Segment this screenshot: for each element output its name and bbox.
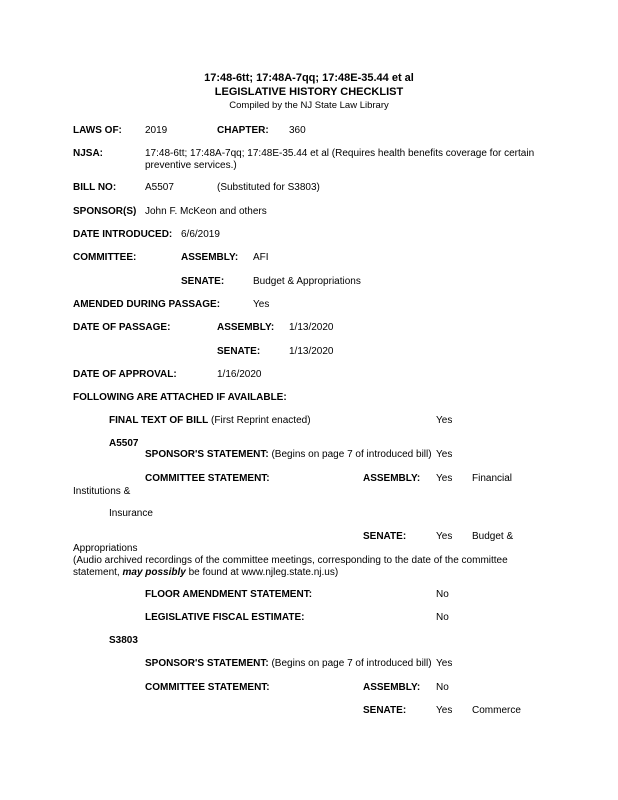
committee-assembly-value: AFI [253,252,269,263]
passage-assembly-label: ASSEMBLY: [217,322,275,333]
s3803-sponsor-statement-label: SPONSOR'S STATEMENT: [145,658,269,669]
floor-amendment-value: No [436,589,449,600]
committee-senate-value: Budget & Appropriations [253,276,361,287]
page-subtitle: LEGISLATIVE HISTORY CHECKLIST [214,86,404,98]
sponsor-value: John F. McKeon and others [145,206,267,217]
a5507-sponsor-statement-value: Yes [436,449,453,460]
date-introduced-label: DATE INTRODUCED: [73,229,173,240]
committee-senate-label: SENATE: [181,276,225,287]
bill-no-label: BILL NO: [73,182,117,193]
a5507-committee-statement-label: COMMITTEE STATEMENT: [145,473,270,484]
a5507-senate-committee-part2: Appropriations [73,543,138,554]
s3803-senate-label: SENATE: [363,705,407,716]
a5507-senate-value: Yes [436,531,453,542]
date-of-passage-label: DATE OF PASSAGE: [73,322,171,333]
a5507-senate-committee-part1: Budget & [472,531,514,542]
bill-no-note: (Substituted for S3803) [217,182,320,193]
fiscal-estimate-value: No [436,612,449,623]
following-heading: FOLLOWING ARE ATTACHED IF AVAILABLE: [73,392,287,403]
amended-label: AMENDED DURING PASSAGE: [73,299,221,310]
page-title: 17:48-6tt; 17:48A-7qq; 17:48E-35.44 et al [204,72,414,84]
final-text-label: FINAL TEXT OF BILL [109,415,209,426]
final-text-note: (First Reprint enacted) [211,415,311,426]
date-of-approval-value: 1/16/2020 [217,369,262,380]
fiscal-estimate-label: LEGISLATIVE FISCAL ESTIMATE: [145,612,305,623]
sponsor-label: SPONSOR(S) [73,206,137,217]
committee-label: COMMITTEE: [73,252,137,263]
s3803-assembly-value: No [436,682,449,693]
a5507-assembly-label: ASSEMBLY: [363,473,421,484]
amended-value: Yes [253,299,270,310]
chapter-label: CHAPTER: [217,125,269,136]
s3803-sponsor-statement-row [145,658,432,670]
passage-senate-label: SENATE: [217,346,261,357]
final-text-value: Yes [436,415,453,426]
laws-of-value: 2019 [145,125,168,136]
s3803-senate-value: Yes [436,705,453,716]
njsa-label: NJSA: [73,148,104,159]
s3803-committee-statement-label: COMMITTEE STATEMENT: [145,682,270,693]
a5507-sponsor-statement-note: (Begins on page 7 of introduced bill) [271,449,432,460]
final-text-row [109,415,311,427]
s3803-assembly-label: ASSEMBLY: [363,682,421,693]
date-introduced-value: 6/6/2019 [181,229,220,240]
date-of-approval-label: DATE OF APPROVAL: [73,369,177,380]
bill-no-value: A5507 [145,182,174,193]
a5507-sponsor-statement-label: SPONSOR'S STATEMENT: [145,449,269,460]
s3803-sponsor-statement-note: (Begins on page 7 of introduced bill) [271,658,432,669]
a5507-assembly-committee-part3: Insurance [109,508,153,519]
laws-of-label: LAWS OF: [73,125,122,136]
a5507-assembly-value: Yes [436,473,453,484]
audio-note [73,555,523,579]
a5507-senate-label: SENATE: [363,531,407,542]
audio-note-pre: (Audio archived recordings of the committee meetings, corresponding to the date of the committee statement, [73,555,508,578]
passage-assembly-value: 1/13/2020 [289,322,334,333]
s3803-heading: S3803 [109,635,138,646]
s3803-senate-committee: Commerce [472,705,521,716]
floor-amendment-label: FLOOR AMENDMENT STATEMENT: [145,589,313,600]
a5507-assembly-committee-part1: Financial [472,473,513,484]
a5507-heading: A5507 [109,438,139,449]
njsa-value: 17:48-6tt; 17:48A-7qq; 17:48E-35.44 et al (Requires health benefits coverage for certain preventive services.) [145,148,535,171]
chapter-value: 360 [289,125,306,136]
committee-assembly-label: ASSEMBLY: [181,252,239,263]
compiled-by: Compiled by the NJ State Law Library [229,100,389,111]
passage-senate-value: 1/13/2020 [289,346,334,357]
a5507-assembly-committee-part2: Institutions & [73,486,131,497]
s3803-sponsor-statement-value: Yes [436,658,453,669]
audio-note-emphasis: may possibly [122,567,186,578]
a5507-sponsor-statement-row [145,449,432,461]
audio-note-post: be found at www.njleg.state.nj.us) [188,567,339,578]
